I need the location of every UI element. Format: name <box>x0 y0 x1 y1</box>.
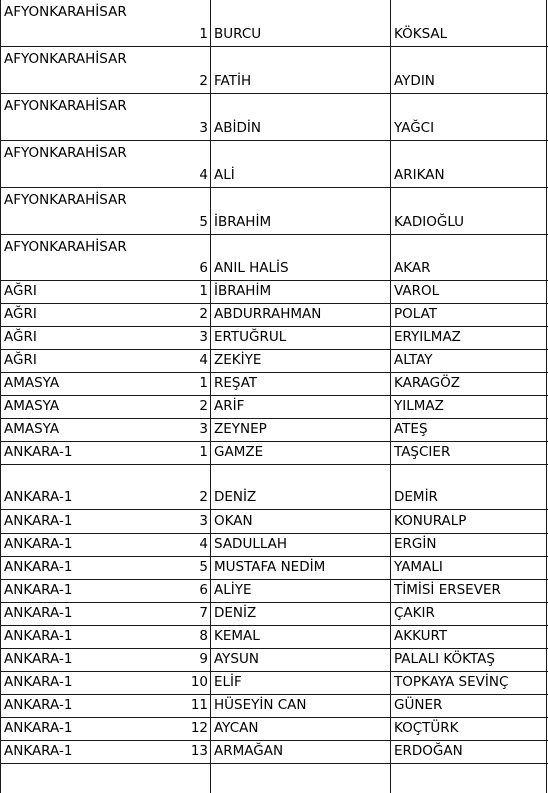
last-name-cell: ERDOĞAN <box>394 743 463 759</box>
first-name-cell: ARİF <box>214 398 245 414</box>
province-cell: AFYONKARAHİSAR <box>4 239 127 255</box>
candidate-number-cell: 2 <box>199 489 208 505</box>
last-name-cell: KOÇTÜRK <box>394 720 459 736</box>
table-row <box>0 0 548 47</box>
table-row <box>0 235 548 281</box>
last-name-cell: ERGİN <box>394 536 437 552</box>
province-cell: AMASYA <box>4 375 60 391</box>
last-name-cell: KONURALP <box>394 513 467 529</box>
table-row <box>0 419 548 442</box>
first-name-cell: FATİH <box>214 73 252 89</box>
last-name-cell: YAMALI <box>394 559 443 575</box>
province-cell: ANKARA-1 <box>4 444 73 460</box>
candidate-number-cell: 8 <box>199 628 208 644</box>
table-row <box>0 188 548 235</box>
last-name-cell: YILMAZ <box>394 398 444 414</box>
candidate-number-cell: 6 <box>199 260 208 276</box>
last-name-cell: TİMİSİ ERSEVER <box>394 582 501 598</box>
candidate-number-cell: 11 <box>190 697 208 713</box>
province-cell: AFYONKARAHİSAR <box>4 98 127 114</box>
last-name-cell: ATEŞ <box>394 421 428 437</box>
table-row <box>0 672 548 695</box>
table-row <box>0 557 548 580</box>
province-cell: ANKARA-1 <box>4 536 73 552</box>
candidate-number-cell: 1 <box>199 283 208 299</box>
table-row <box>0 649 548 672</box>
last-name-cell: TAŞCIER <box>394 444 451 460</box>
last-name-cell: ALTAY <box>394 352 433 368</box>
province-cell: ANKARA-1 <box>4 489 73 505</box>
province-cell: ANKARA-1 <box>4 559 73 575</box>
first-name-cell: DENİZ <box>214 605 257 621</box>
province-cell: ANKARA-1 <box>4 651 73 667</box>
table-row <box>0 626 548 649</box>
first-name-cell: ALİ <box>214 167 235 183</box>
last-name-cell: TOPKAYA SEVİNÇ <box>394 674 509 690</box>
candidate-number-cell: 4 <box>199 352 208 368</box>
last-name-cell: ERYILMAZ <box>394 329 461 345</box>
candidate-number-cell: 3 <box>199 513 208 529</box>
table-row <box>0 373 548 396</box>
last-name-cell: POLAT <box>394 306 438 322</box>
first-name-cell: REŞAT <box>214 375 258 391</box>
candidate-number-cell: 1 <box>199 444 208 460</box>
table-row <box>0 534 548 557</box>
first-name-cell: ZEYNEP <box>214 421 267 437</box>
candidate-number-cell: 4 <box>199 167 208 183</box>
table-row <box>0 695 548 718</box>
first-name-cell: OKAN <box>214 513 253 529</box>
last-name-cell: ARIKAN <box>394 167 445 183</box>
candidate-number-cell: 13 <box>190 743 208 759</box>
last-name-cell: VAROL <box>394 283 440 299</box>
table-row <box>0 94 548 141</box>
first-name-cell: ANIL HALİS <box>214 260 289 276</box>
table-row <box>0 47 548 94</box>
candidate-number-cell: 4 <box>199 536 208 552</box>
table-row <box>0 603 548 626</box>
table-row <box>0 442 548 465</box>
candidate-number-cell: 1 <box>199 26 208 42</box>
table-row <box>0 141 548 188</box>
candidate-number-cell: 1 <box>199 375 208 391</box>
province-cell: ANKARA-1 <box>4 628 73 644</box>
candidate-number-cell: 2 <box>199 73 208 89</box>
candidate-number-cell: 7 <box>199 605 208 621</box>
last-name-cell: ÇAKIR <box>394 605 435 621</box>
first-name-cell: MUSTAFA NEDİM <box>214 559 326 575</box>
first-name-cell: HÜSEYİN CAN <box>214 697 307 713</box>
first-name-cell: ABDURRAHMAN <box>214 306 322 322</box>
province-cell: ANKARA-1 <box>4 582 73 598</box>
last-name-cell: KARAGÖZ <box>394 375 461 391</box>
table-row <box>0 718 548 741</box>
first-name-cell: İBRAHİM <box>214 283 272 299</box>
province-cell: AĞRI <box>4 352 37 368</box>
first-name-cell: ERTUĞRUL <box>214 329 287 345</box>
candidate-number-cell: 6 <box>199 582 208 598</box>
table-row <box>0 741 548 764</box>
province-cell: AĞRI <box>4 306 37 322</box>
province-cell: ANKARA-1 <box>4 605 73 621</box>
candidate-number-cell: 10 <box>190 674 208 690</box>
table-row <box>0 580 548 603</box>
first-name-cell: İBRAHİM <box>214 214 272 230</box>
candidate-number-cell: 3 <box>199 329 208 345</box>
first-name-cell: GAMZE <box>214 444 264 460</box>
candidate-number-cell: 5 <box>199 214 208 230</box>
last-name-cell: YAĞCI <box>394 120 435 136</box>
table-row <box>0 327 548 350</box>
last-name-cell: AYDIN <box>394 73 435 89</box>
first-name-cell: SADULLAH <box>214 536 288 552</box>
first-name-cell: BURCU <box>214 26 262 42</box>
candidate-number-cell: 3 <box>199 120 208 136</box>
table-row <box>0 465 548 510</box>
last-name-cell: KADIOĞLU <box>394 214 465 230</box>
province-cell: AMASYA <box>4 398 60 414</box>
province-cell: AMASYA <box>4 421 60 437</box>
first-name-cell: KEMAL <box>214 628 260 644</box>
last-name-cell: KÖKSAL <box>394 26 448 42</box>
last-name-cell: PALALI KÖKTAŞ <box>394 651 495 667</box>
province-cell: AFYONKARAHİSAR <box>4 145 127 161</box>
table-row <box>0 396 548 419</box>
last-name-cell: AKKURT <box>394 628 448 644</box>
province-cell: AĞRI <box>4 329 37 345</box>
candidate-number-cell: 2 <box>199 398 208 414</box>
province-cell: AFYONKARAHİSAR <box>4 192 127 208</box>
province-cell: ANKARA-1 <box>4 697 73 713</box>
last-name-cell: DEMİR <box>394 489 438 505</box>
table-row <box>0 281 548 304</box>
first-name-cell: AYSUN <box>214 651 259 667</box>
province-cell: AFYONKARAHİSAR <box>4 4 127 20</box>
first-name-cell: AYCAN <box>214 720 259 736</box>
first-name-cell: ZEKİYE <box>214 352 262 368</box>
table-row <box>0 510 548 534</box>
candidate-number-cell: 2 <box>199 306 208 322</box>
first-name-cell: ABİDİN <box>214 120 261 136</box>
first-name-cell: ELİF <box>214 674 242 690</box>
candidate-number-cell: 3 <box>199 421 208 437</box>
province-cell: AFYONKARAHİSAR <box>4 51 127 67</box>
province-cell: ANKARA-1 <box>4 743 73 759</box>
first-name-cell: ARMAĞAN <box>214 743 284 759</box>
candidate-number-cell: 9 <box>199 651 208 667</box>
table-row <box>0 350 548 373</box>
candidate-number-cell: 5 <box>199 559 208 575</box>
province-cell: ANKARA-1 <box>4 720 73 736</box>
province-cell: ANKARA-1 <box>4 674 73 690</box>
first-name-cell: ALİYE <box>214 582 252 598</box>
last-name-cell: GÜNER <box>394 697 443 713</box>
province-cell: ANKARA-1 <box>4 513 73 529</box>
first-name-cell: DENİZ <box>214 489 257 505</box>
table-row <box>0 304 548 327</box>
province-cell: AĞRI <box>4 283 37 299</box>
candidate-number-cell: 12 <box>190 720 208 736</box>
last-name-cell: AKAR <box>394 260 431 276</box>
